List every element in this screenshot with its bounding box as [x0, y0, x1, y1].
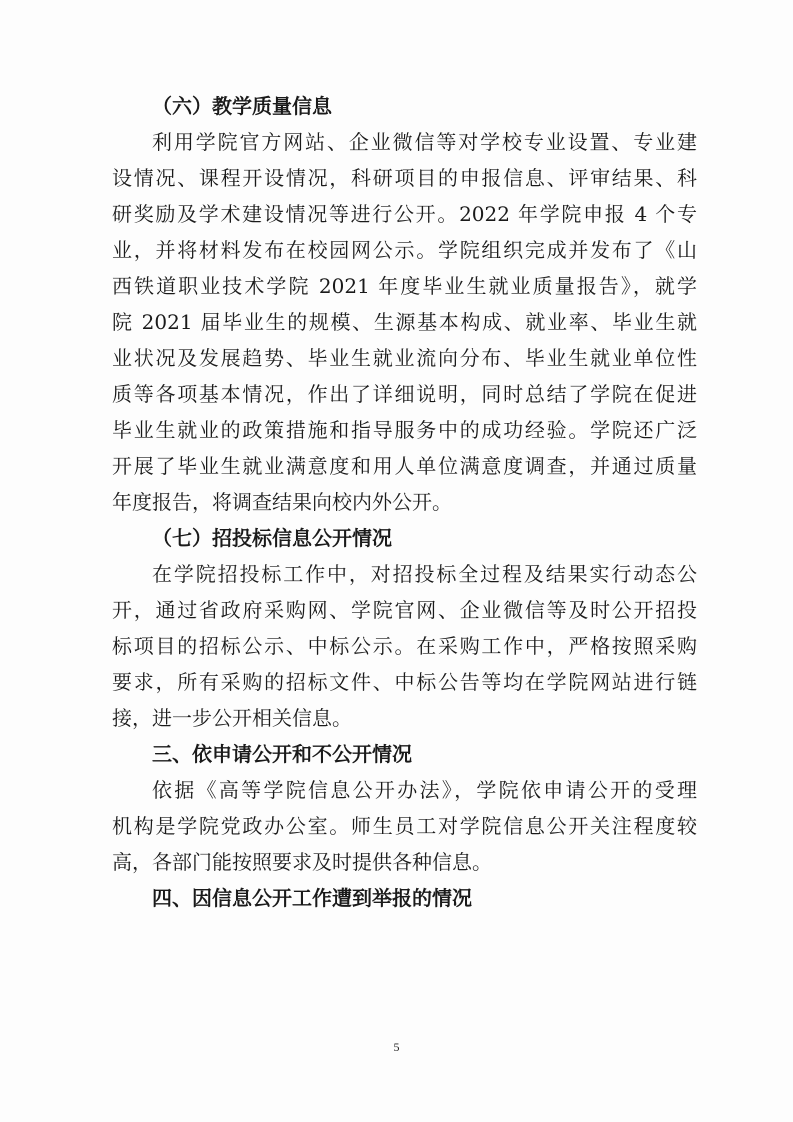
section-heading-complaints: 四、因信息公开工作遭到举报的情况 [152, 886, 472, 910]
section-heading-bidding: （七）招投标信息公开情况 [152, 526, 392, 550]
paragraph-line: 业状况及发展趋势、毕业生就业流向分布、毕业生就业单位性 [112, 346, 697, 370]
paragraph-line: 接，进一步公开相关信息。 [112, 706, 352, 730]
page-number: 5 [393, 1040, 400, 1054]
section-heading-request-disclosure: 三、依申请公开和不公开情况 [152, 742, 412, 766]
paragraph-line: 标项目的招标公示、中标公示。在采购工作中，严格按照采购 [112, 634, 697, 658]
paragraph-line: 质等各项基本情况，作出了详细说明，同时总结了学院在促进 [112, 382, 697, 406]
paragraph-line: 依据《高等学院信息公开办法》，学院依申请公开的受理 [152, 778, 697, 802]
paragraph-line: 利用学院官方网站、企业微信等对学校专业设置、专业建 [152, 130, 697, 154]
paragraph-line: 开展了毕业生就业满意度和用人单位满意度调查，并通过质量 [112, 454, 697, 478]
paragraph-line: 年度报告，将调查结果向校内外公开。 [112, 490, 452, 514]
paragraph-line: 院 2021 届毕业生的规模、生源基本构成、就业率、毕业生就 [112, 310, 697, 334]
section-heading-teaching-quality: （六）教学质量信息 [152, 94, 332, 118]
paragraph-line: 毕业生就业的政策措施和指导服务中的成功经验。学院还广泛 [112, 418, 697, 442]
paragraph-line: 西铁道职业技术学院 2021 年度毕业生就业质量报告》，就学 [112, 274, 697, 298]
paragraph-line: 业，并将材料发布在校园网公示。学院组织完成并发布了《山 [112, 238, 697, 262]
paragraph-line: 机构是学院党政办公室。师生员工对学院信息公开关注程度较 [112, 814, 697, 838]
paragraph-line: 高，各部门能按照要求及时提供各种信息。 [112, 850, 492, 874]
document-body [112, 88, 697, 916]
paragraph-line: 开，通过省政府采购网、学院官网、企业微信等及时公开招投 [112, 598, 697, 622]
paragraph-line: 研奖励及学术建设情况等进行公开。2022 年学院申报 4 个专 [112, 202, 697, 226]
paragraph-line: 设情况、课程开设情况，科研项目的申报信息、评审结果、科 [112, 166, 697, 190]
paragraph-line: 在学院招投标工作中，对招投标全过程及结果实行动态公 [152, 562, 697, 586]
paragraph-line: 要求，所有采购的招标文件、中标公告等均在学院网站进行链 [112, 670, 697, 694]
